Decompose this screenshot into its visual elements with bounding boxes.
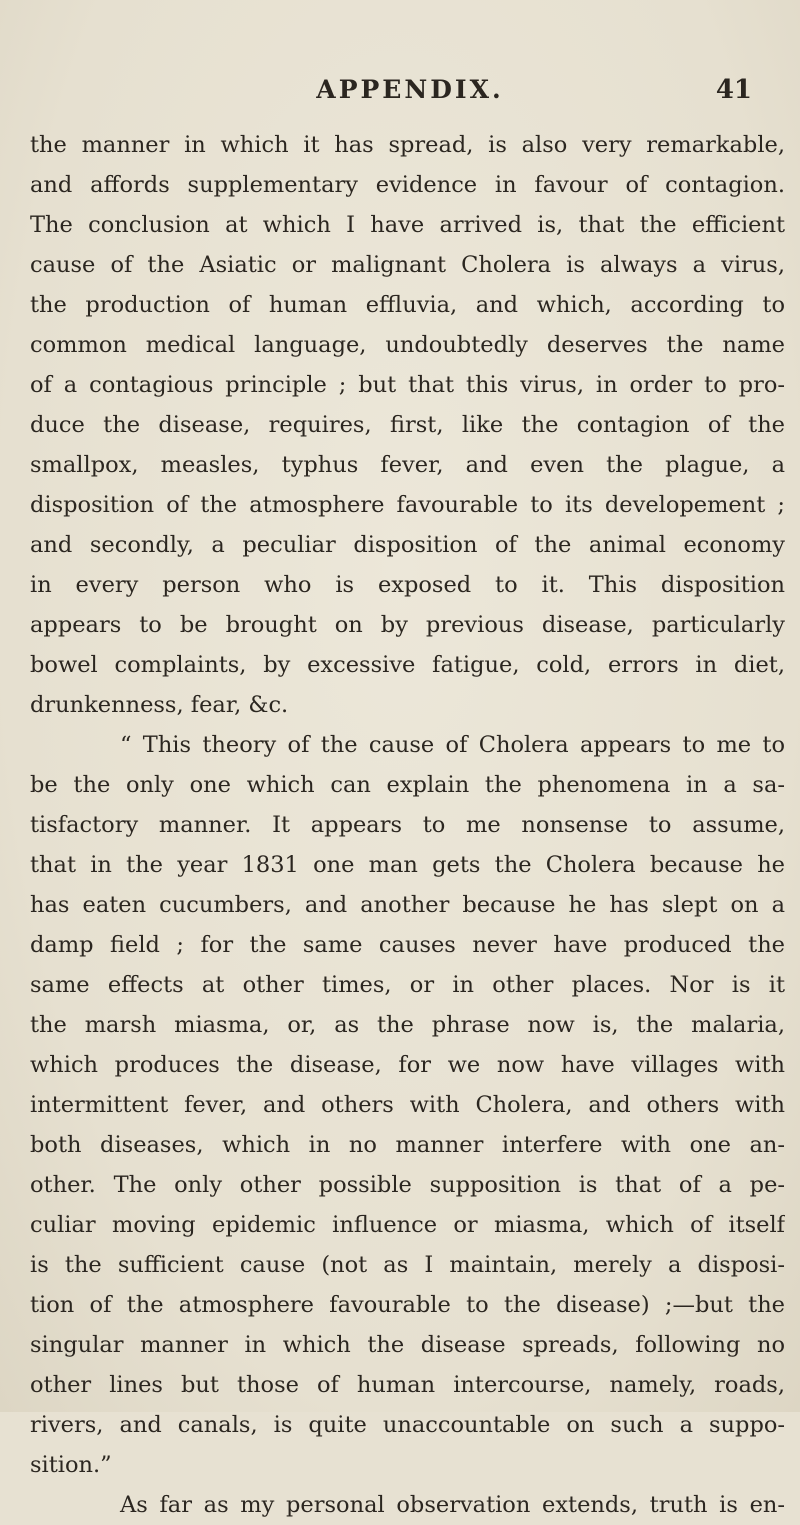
text-line: damp field ; for the same causes never have produced the xyxy=(30,932,785,958)
text-line: in every person who is exposed to it. This disposition xyxy=(30,572,785,598)
text-line: is the sufficient cause (not as I maintain, merely a disposi- xyxy=(30,1252,785,1278)
text-line: both diseases, which in no manner interfere with one an- xyxy=(30,1132,785,1158)
text-line: other. The only other possible supposition is that of a pe- xyxy=(30,1172,785,1198)
text-line: culiar moving epidemic influence or miasma, which of itself xyxy=(30,1212,785,1238)
text-line: the production of human effluvia, and which, according to xyxy=(30,292,785,318)
running-head xyxy=(40,70,780,110)
text-line: other lines but those of human intercourse, namely, roads, xyxy=(30,1372,785,1398)
text-line: the marsh miasma, or, as the phrase now is, the malaria, xyxy=(30,1012,785,1038)
text-line: The conclusion at which I have arrived is, that the efficient xyxy=(30,212,785,238)
text-line: sition.” xyxy=(30,1452,112,1478)
text-line: tisfactory manner. It appears to me nonsense to assume, xyxy=(30,812,785,838)
text-line: has eaten cucumbers, and another because he has slept on a xyxy=(30,892,785,918)
text-line: and secondly, a peculiar disposition of the animal economy xyxy=(30,532,785,558)
text-line: appears to be brought on by previous disease, particularly xyxy=(30,612,785,638)
text-line: same effects at other times, or in other places. Nor is it xyxy=(30,972,785,998)
text-line: rivers, and canals, is quite unaccountable on such a suppo- xyxy=(30,1412,785,1438)
text-line: the manner in which it has spread, is also very remarkable, xyxy=(30,132,785,158)
text-line: which produces the disease, for we now have villages with xyxy=(30,1052,785,1078)
text-line: intermittent fever, and others with Cholera, and others with xyxy=(30,1092,785,1118)
text-line: that in the year 1831 one man gets the Cholera because he xyxy=(30,852,785,878)
text-line: “ This theory of the cause of Cholera appears to me to xyxy=(120,732,785,758)
text-line: smallpox, measles, typhus fever, and even the plague, a xyxy=(30,452,785,478)
text-line: disposition of the atmosphere favourable to its developement ; xyxy=(30,492,785,518)
text-line: tion of the atmosphere favourable to the disease) ;—but the xyxy=(30,1292,785,1318)
text-line: of a contagious principle ; but that this virus, in order to pro- xyxy=(30,372,785,398)
text-line: duce the disease, requires, first, like the contagion of the xyxy=(30,412,785,438)
text-line: and affords supplementary evidence in favour of contagion. xyxy=(30,172,785,198)
text-line: be the only one which can explain the phenomena in a sa- xyxy=(30,772,785,798)
text-line: bowel complaints, by excessive fatigue, cold, errors in diet, xyxy=(30,652,785,678)
page-number: 41 xyxy=(715,75,752,105)
text-line: singular manner in which the disease spreads, following no xyxy=(30,1332,785,1358)
text-line: cause of the Asiatic or malignant Cholera is always a virus, xyxy=(30,252,785,278)
text-line: As far as my personal observation extends, truth is en- xyxy=(120,1492,785,1518)
running-title: APPENDIX. xyxy=(316,75,504,104)
text-line: common medical language, undoubtedly deserves the name xyxy=(30,332,785,358)
body-text xyxy=(30,125,785,1525)
text-line: drunkenness, fear, &c. xyxy=(30,692,289,718)
